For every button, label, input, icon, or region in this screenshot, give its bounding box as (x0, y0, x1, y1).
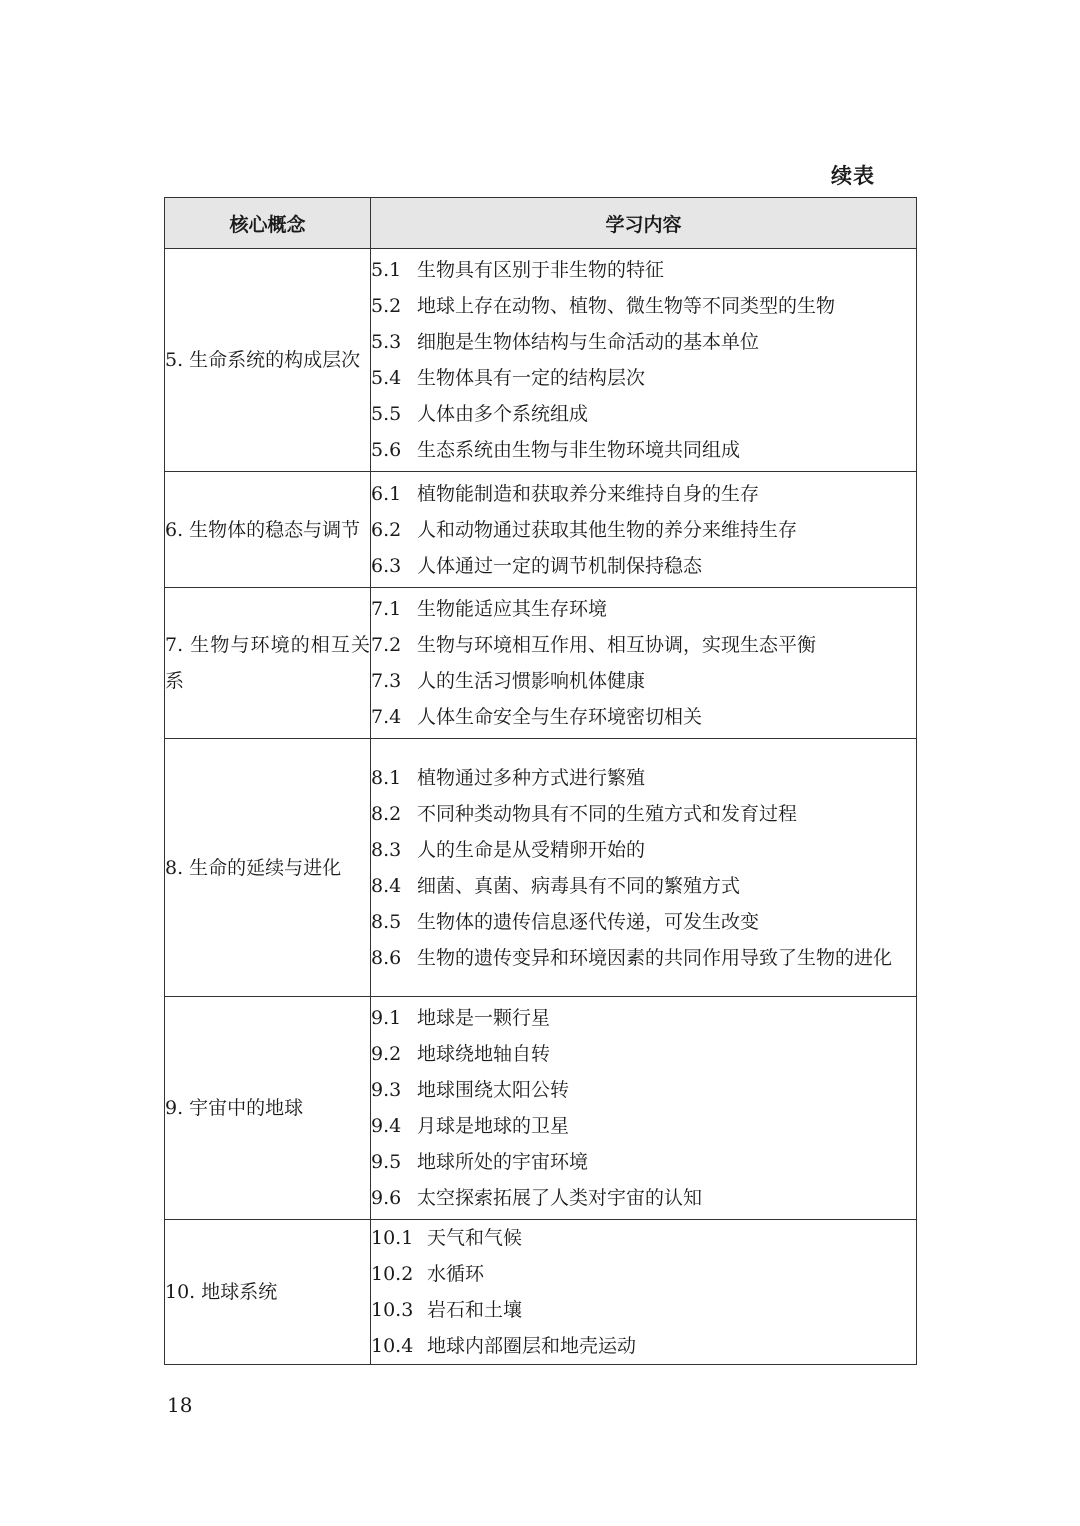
list-item: 10.2 水循环 (371, 1263, 485, 1285)
continued-table-label: 续表 (831, 164, 875, 188)
list-item: 8.2 不同种类动物具有不同的生殖方式和发育过程 (371, 802, 798, 825)
table-row (165, 249, 917, 472)
list-item: 10.4 地球内部圈层和地壳运动 (371, 1335, 637, 1357)
concept-cell: 9. 宇宙中的地球 (165, 997, 371, 1220)
list-item: 5.2 地球上存在动物、植物、微生物等不同类型的生物 (371, 295, 836, 317)
list-item: 10.1 天气和气候 (371, 1227, 523, 1249)
concept-cell: 5. 生命系统的构成层次 (165, 249, 371, 472)
content-cell (371, 472, 917, 588)
list-item: 9.3 地球围绕太阳公转 (371, 1079, 570, 1101)
list-item: 8.3 人的生命是从受精卵开始的 (371, 838, 646, 861)
content-cell (371, 739, 917, 997)
list-item: 5.4 生物体具有一定的结构层次 (371, 367, 646, 389)
content-cell (371, 588, 917, 739)
table-row (165, 1220, 917, 1365)
curriculum-table (164, 197, 917, 1365)
list-item: 5.1 生物具有区别于非生物的特征 (371, 259, 665, 281)
header-learning-content: 学习内容 (371, 198, 917, 249)
list-item: 9.5 地球所处的宇宙环境 (371, 1151, 589, 1173)
concept-cell: 8. 生命的延续与进化 (165, 739, 371, 997)
content-cell (371, 997, 917, 1220)
list-item: 7.4 人体生命安全与生存环境密切相关 (371, 706, 703, 728)
list-item: 10.3 岩石和土壤 (371, 1299, 523, 1321)
concept-cell: 7. 生物与环境的相互关系 (165, 588, 371, 739)
list-item: 7.3 人的生活习惯影响机体健康 (371, 670, 646, 692)
list-item: 9.6 太空探索拓展了人类对宇宙的认知 (371, 1187, 703, 1209)
list-item: 9.2 地球绕地轴自转 (371, 1043, 551, 1065)
content-cell (371, 1220, 917, 1365)
list-item: 6.1 植物能制造和获取养分来维持自身的生存 (371, 482, 760, 505)
list-item: 8.1 植物通过多种方式进行繁殖 (371, 766, 646, 789)
table-row (165, 739, 917, 997)
list-item: 5.3 细胞是生物体结构与生命活动的基本单位 (371, 331, 760, 353)
table-row (165, 588, 917, 739)
list-item: 8.5 生物体的遗传信息逐代传递，可发生改变 (371, 910, 760, 933)
table-header-row (165, 198, 917, 249)
list-item: 5.5 人体由多个系统组成 (371, 403, 589, 425)
list-item: 9.4 月球是地球的卫星 (371, 1115, 570, 1137)
page-number: 18 (167, 1393, 193, 1417)
list-item: 6.3 人体通过一定的调节机制保持稳态 (371, 554, 703, 577)
list-item: 7.2 生物与环境相互作用、相互协调，实现生态平衡 (371, 634, 817, 656)
content-cell (371, 249, 917, 472)
concept-cell: 10. 地球系统 (165, 1220, 371, 1365)
table-row (165, 997, 917, 1220)
concept-cell: 6. 生物体的稳态与调节 (165, 472, 371, 588)
header-core-concept: 核心概念 (165, 198, 371, 249)
list-item: 6.2 人和动物通过获取其他生物的养分来维持生存 (371, 518, 798, 541)
list-item: 8.6 生物的遗传变异和环境因素的共同作用导致了生物的进化 (371, 946, 893, 969)
list-item: 9.1 地球是一颗行星 (371, 1007, 551, 1029)
list-item: 8.4 细菌、真菌、病毒具有不同的繁殖方式 (371, 874, 741, 897)
list-item: 7.1 生物能适应其生存环境 (371, 598, 608, 620)
list-item: 5.6 生态系统由生物与非生物环境共同组成 (371, 439, 741, 461)
table-row (165, 472, 917, 588)
